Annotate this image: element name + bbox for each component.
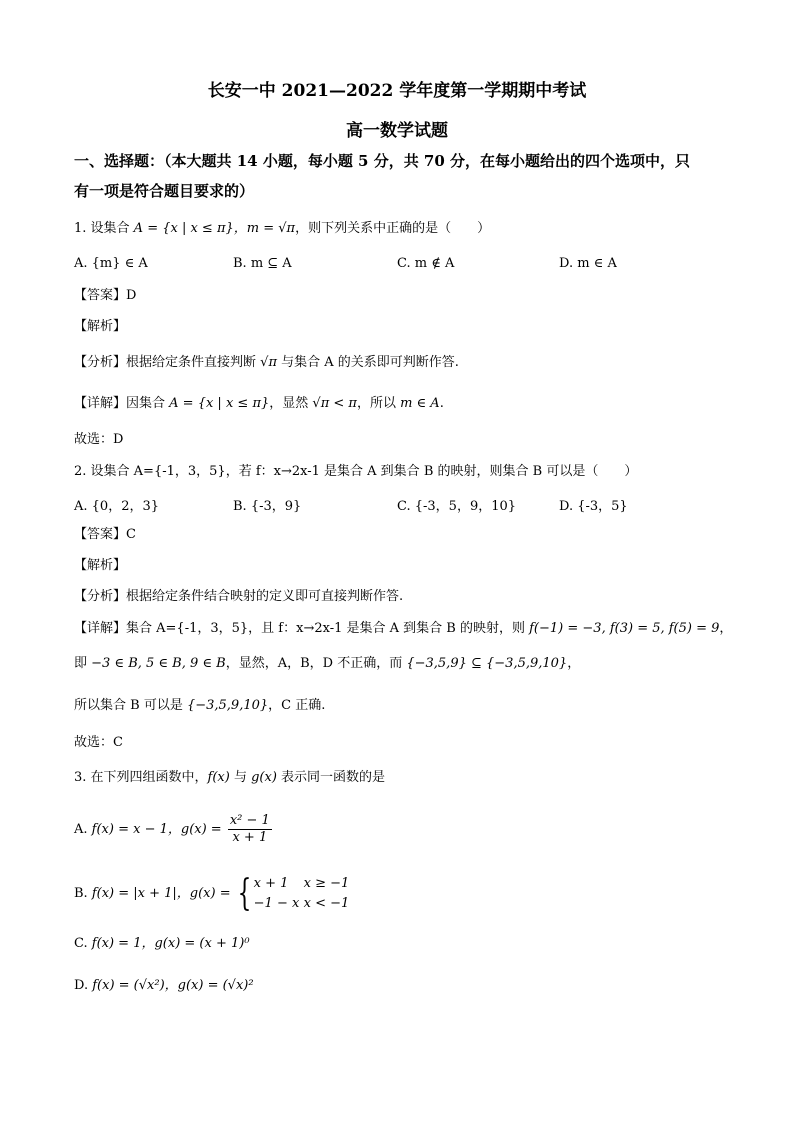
q1-detail-a: 因集合	[126, 396, 170, 411]
q2-detail-tag: 【详解】	[74, 621, 127, 636]
q1-detail-tag: 【详解】	[74, 396, 127, 411]
section-heading-line1: 一、选择题：（本大题共 14 小题，每小题 5 分，共 70 分，在每小题给出的四个选项中，只	[74, 152, 691, 170]
q2-detail-3c: ，C 正确.	[268, 698, 326, 713]
q1-detail-concl: m ∈ A	[400, 396, 440, 411]
q1-choose: 故选：D	[74, 432, 124, 447]
q3-option-b-case1-expr: x + 1	[253, 875, 289, 891]
q2-detail-2d: {−3,5,9} ⊆ {−3,5,9,10}	[406, 656, 568, 671]
q1-answer-tag: 【答案】	[74, 288, 127, 303]
q1-option-d: D. m ∈ A	[559, 256, 617, 271]
q3-option-b	[74, 872, 349, 916]
q3-stem-a: 3. 在下列四组函数中，	[74, 770, 208, 785]
q1-m-def: ，m = √π	[233, 221, 296, 236]
q3-option-a	[74, 812, 274, 848]
q1-analysis-tag: 【解析】	[74, 319, 127, 334]
q1-answer	[74, 287, 136, 305]
q3-stem-c: 与	[229, 770, 252, 785]
q1-fenxi-c: 与集合 A 的关系即可判断作答.	[276, 355, 459, 370]
q3-option-d-expr: f(x) = (√x²)，g(x) = (√x)²	[92, 978, 254, 993]
q2-detail-3a: 所以集合 B 可以是	[74, 698, 187, 713]
q3-option-a-fraction	[228, 813, 272, 846]
exam-subtitle: 高一数学试题	[346, 121, 448, 141]
q3-option-a-numerator: x² − 1	[229, 813, 270, 828]
q2-detail-2e: ，	[567, 656, 581, 671]
q2-fenxi-text: 根据给定条件结合映射的定义即可直接判断作答.	[126, 589, 404, 604]
q3-option-c	[74, 935, 250, 953]
q3-option-c-label: C.	[74, 936, 88, 951]
q2-answer-value: C	[126, 527, 136, 542]
q2-option-d: D. {-3，5}	[559, 499, 628, 514]
q1-detail-ineq: √π < π	[312, 396, 357, 411]
q2-option-b: B. {-3，9}	[233, 499, 302, 514]
q3-option-d	[74, 977, 254, 995]
q1-stem-prefix: 1. 设集合	[74, 221, 134, 236]
q3-option-b-f: f(x) = |x + 1|，g(x) =	[91, 886, 235, 901]
q1-detail-c: ，显然	[269, 396, 313, 411]
q3-option-a-f: f(x) = x − 1，g(x) =	[91, 822, 226, 837]
q2-detail-line1	[74, 620, 732, 638]
q2-option-c: C. {-3，5，9，10}	[397, 499, 517, 514]
q3-stem-e: 表示同一函数的是	[276, 770, 386, 785]
q1-stem	[74, 220, 490, 238]
q2-fenxi	[74, 588, 403, 606]
q2-detail-1b: f(−1) = −3, f(3) = 5, f(5) = 9	[529, 621, 720, 636]
q1-detail	[74, 395, 444, 413]
q2-answer-tag: 【答案】	[74, 527, 127, 542]
q1-option-b: B. m ⊆ A	[233, 256, 292, 271]
q1-option-a: A. {m} ∈ A	[74, 256, 148, 271]
q2-detail-line2	[74, 655, 580, 673]
q1-fenxi-sqrt: √π	[260, 355, 277, 370]
q2-detail-1a: 集合 A={-1，3，5}，且 f：x→2x-1 是集合 A 到集合 B 的映射，则	[126, 621, 530, 636]
q2-option-a: A. {0，2，3}	[74, 499, 160, 514]
q3-stem-gx: g(x)	[251, 770, 277, 785]
q1-fenxi-a: 根据给定条件直接判断	[126, 355, 261, 370]
q1-set-a: A = {x | x ≤ π}	[133, 221, 234, 236]
q1-stem-suffix: ，则下列关系中正确的是（ ）	[295, 221, 491, 236]
q2-analysis-tag: 【解析】	[74, 558, 127, 573]
q2-detail-1c: ，	[719, 621, 733, 636]
exam-title: 长安一中 2021—2022 学年度第一学期期中考试	[207, 81, 587, 101]
q2-detail-3b: {−3,5,9,10}	[186, 698, 269, 713]
q3-option-c-expr: f(x) = 1，g(x) = (x + 1)⁰	[91, 936, 250, 951]
q3-option-b-case1-cond: x ≥ −1	[303, 875, 350, 891]
q2-choose: 故选：C	[74, 735, 123, 750]
q3-stem	[74, 769, 385, 787]
q3-option-b-brace: {	[237, 872, 252, 914]
q1-answer-value: D	[126, 288, 137, 303]
q1-option-c: C. m ∉ A	[397, 256, 455, 271]
q3-option-a-label: A.	[74, 822, 88, 837]
q3-option-d-label: D.	[74, 978, 89, 993]
q1-detail-g: .	[439, 396, 444, 411]
q1-fenxi-tag: 【分析】	[74, 355, 127, 370]
q2-detail-2a: 即	[74, 656, 92, 671]
q1-detail-set: A = {x | x ≤ π}	[169, 396, 270, 411]
q2-answer	[74, 526, 136, 544]
q3-option-b-cases	[254, 874, 350, 914]
q2-detail-line3	[74, 697, 325, 715]
q3-stem-fx: f(x)	[207, 770, 230, 785]
q3-option-a-denominator: x + 1	[232, 830, 268, 845]
q2-fenxi-tag: 【分析】	[74, 589, 127, 604]
q2-detail-2c: ，显然，A，B，D 不正确，而	[225, 656, 407, 671]
q2-stem: 2. 设集合 A={-1，3，5}，若 f：x→2x-1 是集合 A 到集合 B 的映射，则集合 B 可以是（ ）	[74, 464, 638, 479]
q1-detail-e: ，所以	[356, 396, 401, 411]
q3-option-b-label: B.	[74, 886, 88, 901]
q2-detail-2b: −3 ∈ B, 5 ∈ B, 9 ∈ B	[91, 656, 226, 671]
section-heading-line2: 有一项是符合题目要求的）	[74, 182, 255, 200]
q1-fenxi	[74, 354, 459, 372]
q3-option-b-case2-cond: x < −1	[303, 895, 350, 911]
q3-option-b-case2-expr: −1 − x	[253, 895, 300, 911]
